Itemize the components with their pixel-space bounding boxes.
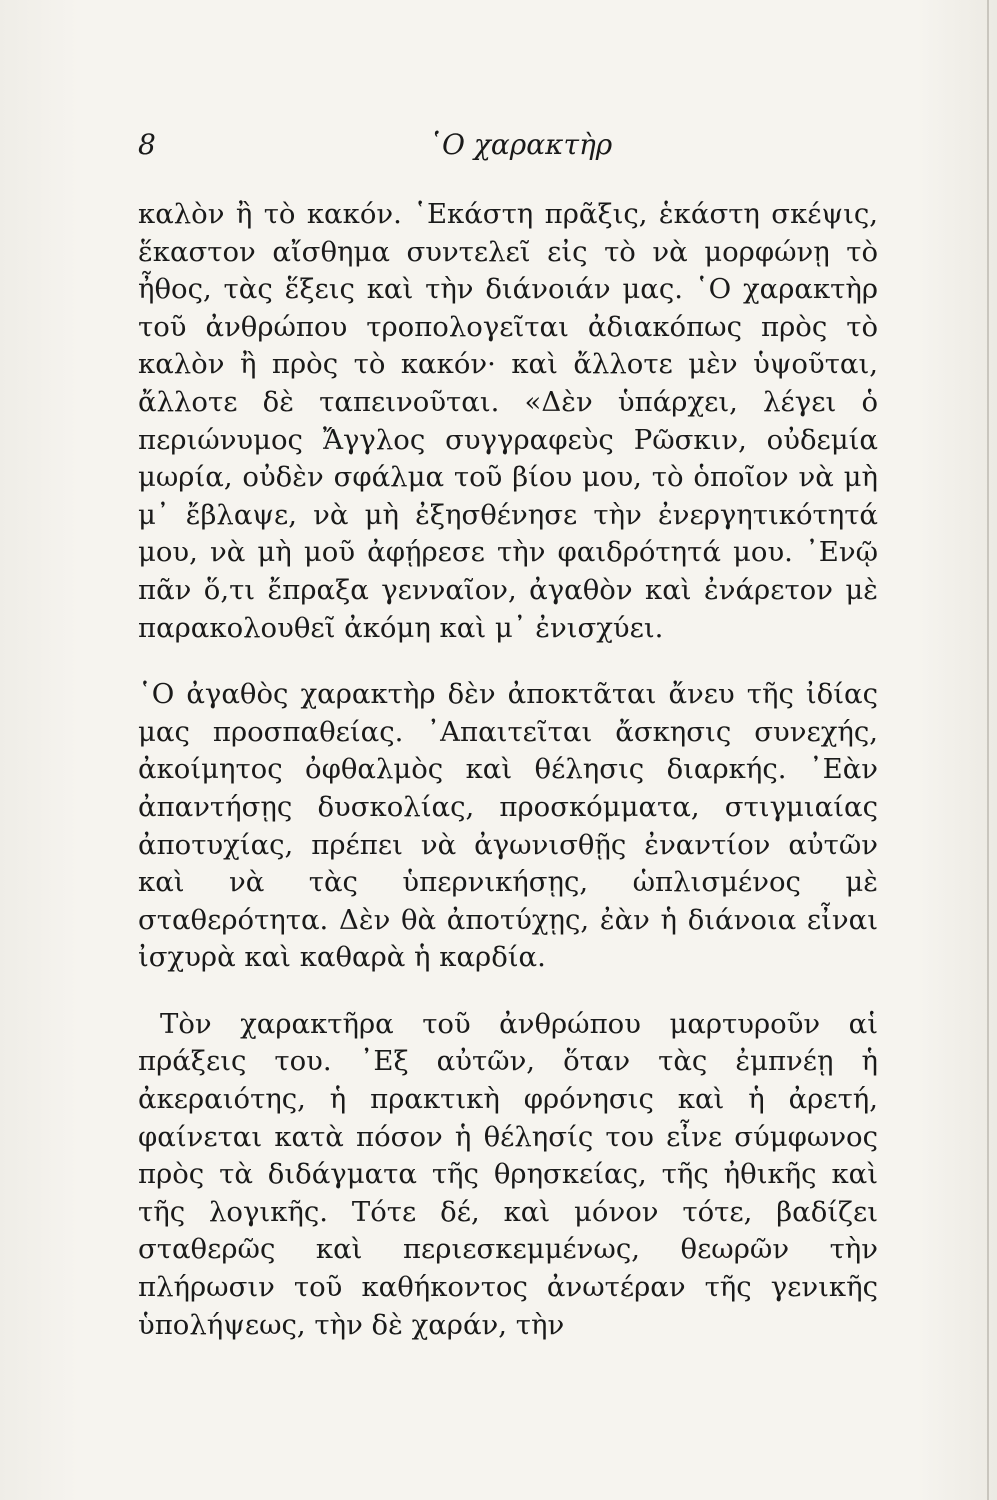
page-edge [987, 0, 989, 1500]
page-header [138, 128, 878, 168]
running-title: ῾Ο χαρακτὴρ [428, 128, 613, 161]
body-text [138, 196, 878, 1344]
paragraph-2: ῾Ο ἀγαθὸς χαρακτὴρ δὲν ἀποκτᾶται ἄνευ τῆς ἰδίας μας προσπαθείας. ᾽Απαιτεῖται ἄσκησις συνεχής, ἀκοίμητος ὀφθαλμὸς καὶ θέλησις διαρκής. ᾽Εὰν ἀπαντήσῃς δυσκολίας, προσκόμματα, στιγμιαίας ἀποτυχίας, πρέπει νὰ ἀγωνισθῇς ἐναντίον αὐτῶν καὶ νὰ τὰς ὑπερνικήσῃς, ὡπλισμένος μὲ σταθερότητα. Δὲν θὰ ἀποτύχῃς, ἐὰν ἡ διάνοια εἶναι ἰσχυρὰ καὶ καθαρὰ ἡ καρδία. [138, 678, 878, 974]
paragraph-1: καλὸν ἢ τὸ κακόν. ῾Εκάστη πρᾶξις, ἑκάστη σκέψις, ἕκαστον αἴσθημα συντελεῖ εἰς τὸ νὰ μορφώνῃ τὸ ἦθος, τὰς ἕξεις καὶ τὴν διάνοιάν μας. ῾Ο χαρακτὴρ τοῦ ἀνθρώπου τροπολογεῖται ἀδιακόπως πρὸς τὸ καλὸν ἢ πρὸς τὸ κακόν· καὶ ἄλλοτε μὲν ὑψοῦται, ἄλλοτε δὲ ταπεινοῦται. «Δὲν ὑπάρχει, λέγει ὁ περιώνυμος Ἄγγλος συγγραφεὺς Ρῶσκιν, οὐδεμία μωρία, οὐδὲν σφάλμα τοῦ βίου μου, τὸ ὁποῖον νὰ μὴ μ᾽ ἔβλαψε, νὰ μὴ ἐξησθένησε τὴν ἐνεργητικότητά μου, νὰ μὴ μοῦ ἀφῄρεσε τὴν φαιδρότητά μου. ᾽Ενῷ πᾶν ὅ,τι ἔπραξα γενναῖον, ἀγαθὸν καὶ ἐνάρετον μὲ παρακολουθεῖ ἀκόμη καὶ μ᾽ ἐνισχύει. [138, 198, 878, 644]
paragraph-3: Τὸν χαρακτῆρα τοῦ ἀνθρώπου μαρτυροῦν αἱ πράξεις του. ᾽Εξ αὐτῶν, ὅταν τὰς ἐμπνέῃ ἡ ἀκεραιότης, ἡ πρακτικὴ φρόνησις καὶ ἡ ἀρετή, φαίνεται κατὰ πόσον ἡ θέλησίς του εἶνε σύμφωνος πρὸς τὰ διδάγματα τῆς θρησκείας, τῆς ἠθικῆς καὶ τῆς λογικῆς. Τότε δέ, καὶ μόνον τότε, βαδίζει σταθερῶς καὶ περιεσκεμμένως, θεωρῶν τὴν πλήρωσιν τοῦ καθήκοντος ἀνωτέραν τῆς γενικῆς ὑπολήψεως, τὴν δὲ χαράν, τὴν [138, 1007, 878, 1341]
page-number: 8 [138, 128, 156, 161]
